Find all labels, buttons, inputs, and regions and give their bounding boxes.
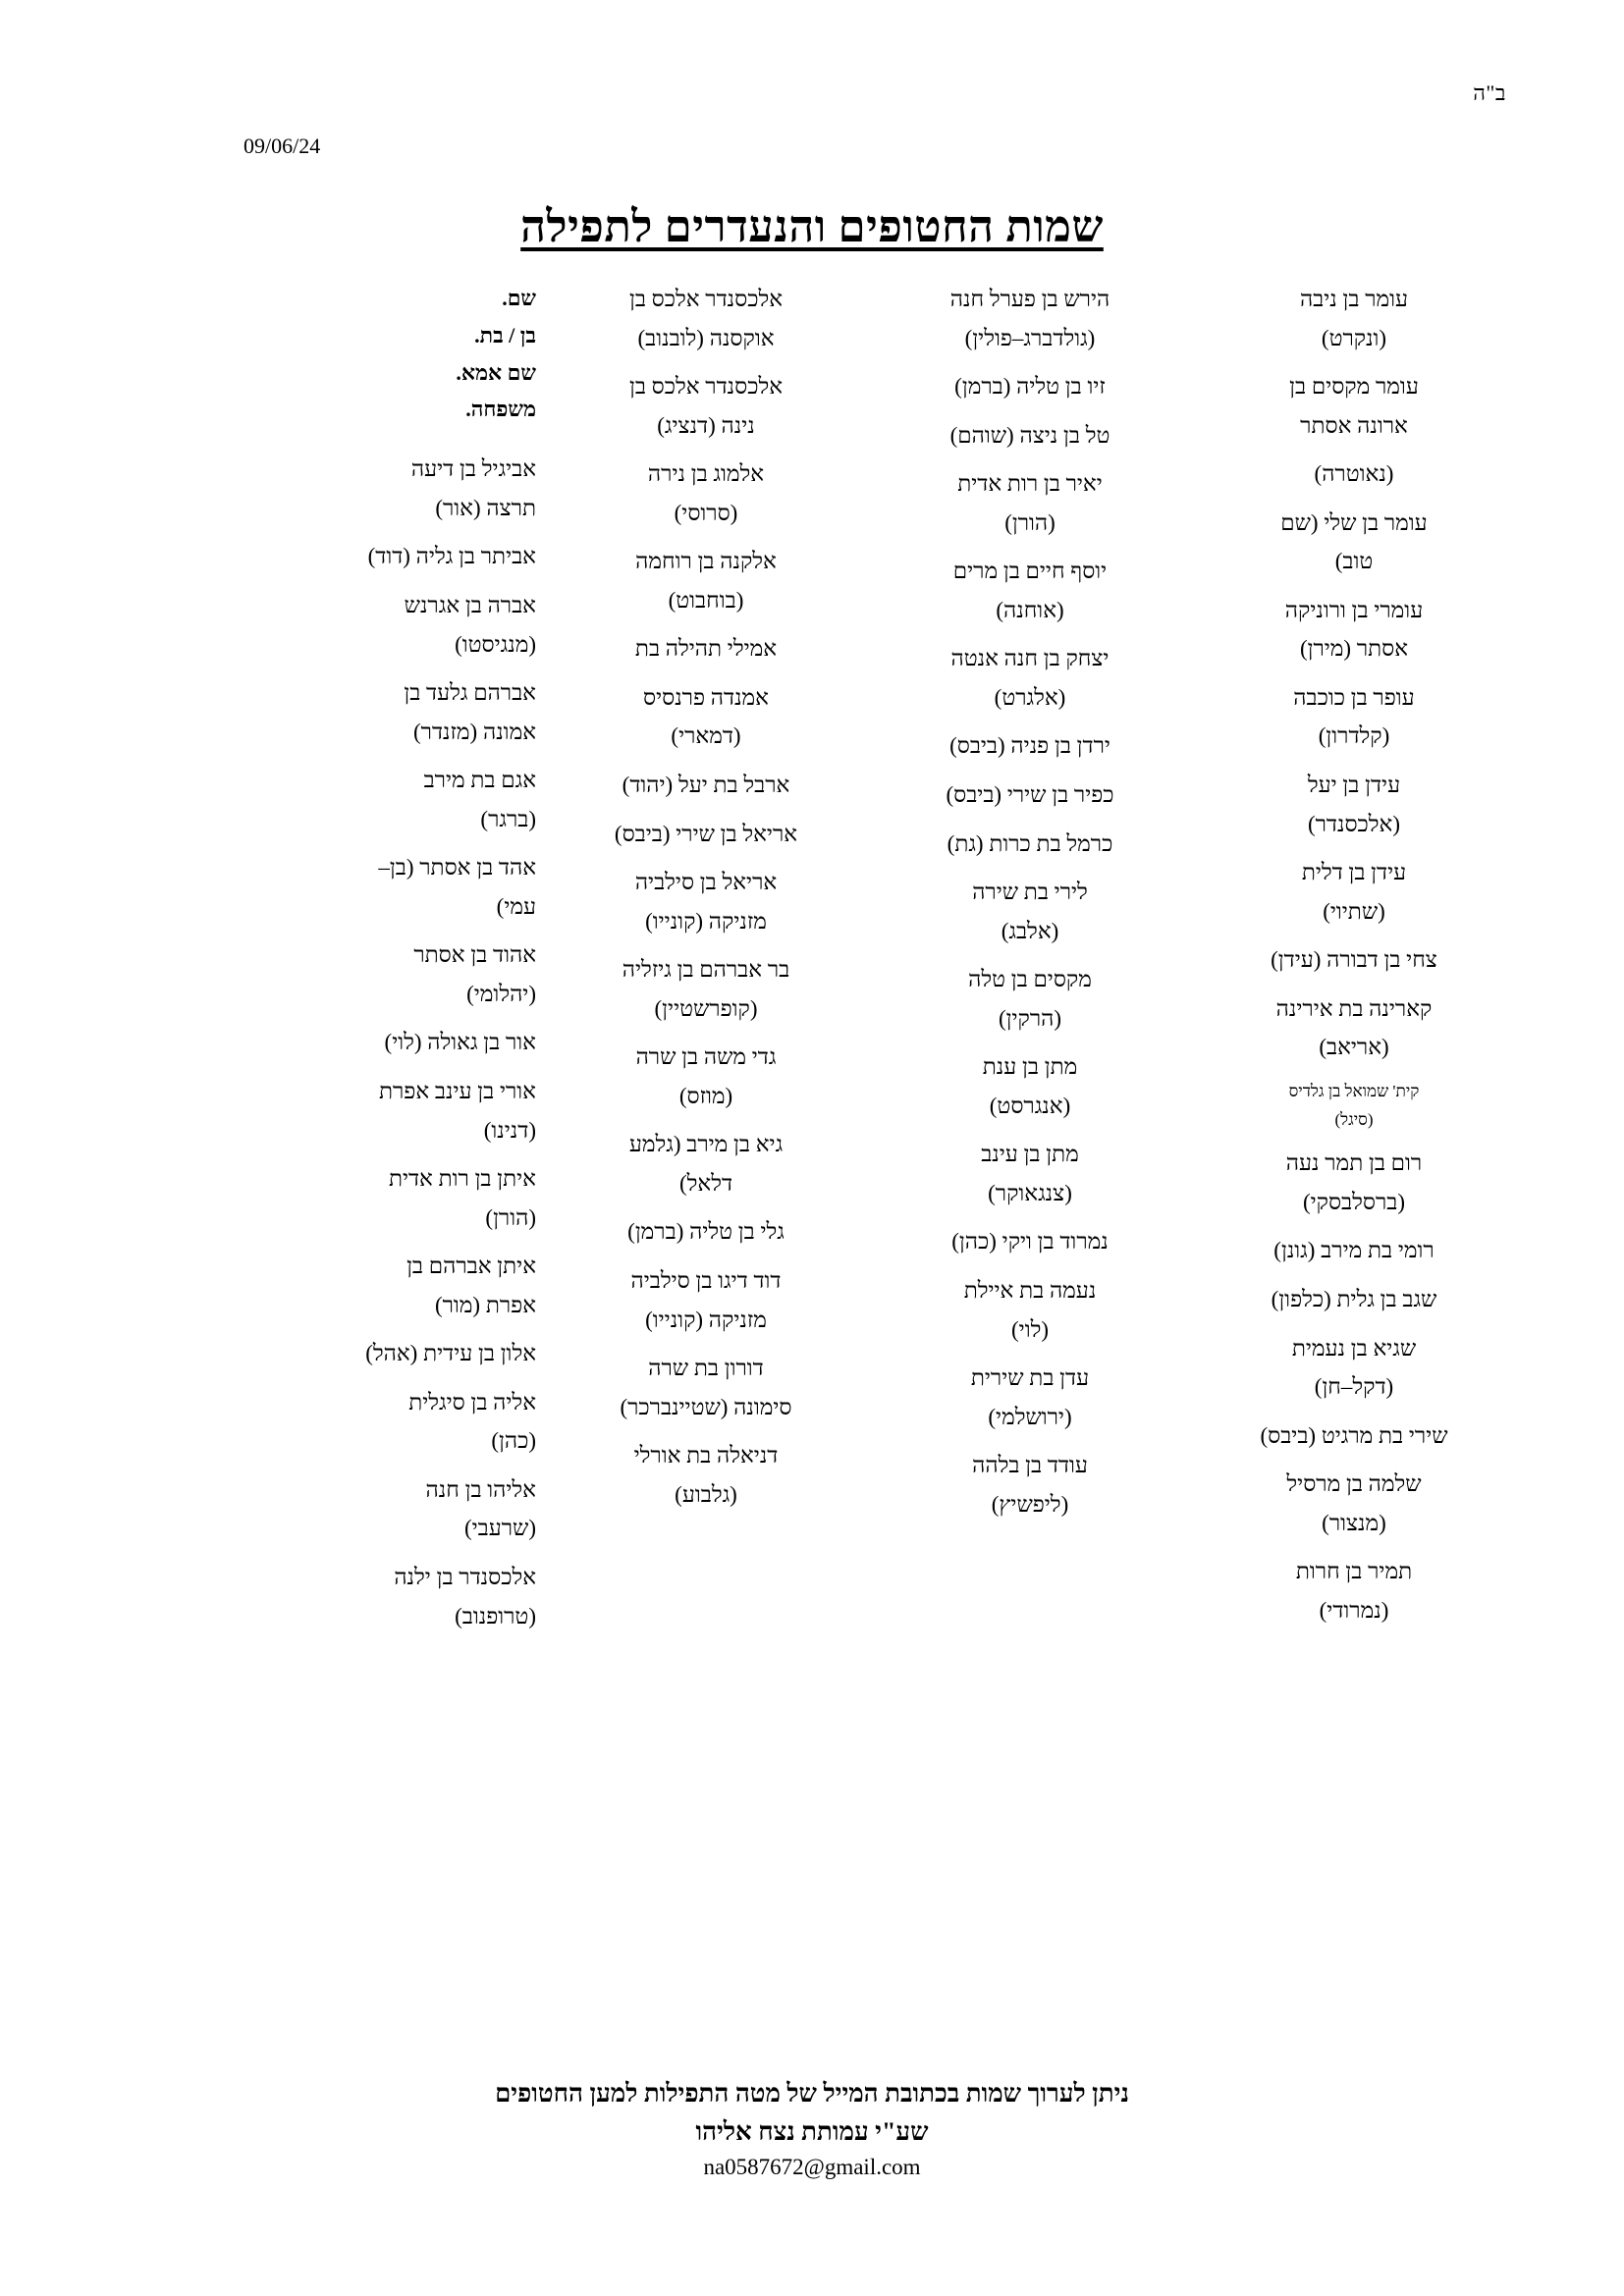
list-item: אהוד בן אסתר (יהלומי) — [413, 942, 536, 1006]
list-item: טל בן ניצה (שוהם) — [949, 422, 1110, 448]
list-item: עופר בן כוכבה (קלדרון) — [1293, 684, 1415, 749]
list-item: אליה בן סיגלית (כהן) — [408, 1389, 536, 1454]
list-item: אמילי תהילה בת — [634, 636, 778, 662]
names-column-3 — [868, 280, 1192, 1533]
list-header: שם. בן / בת. שם אמא. משפחה. — [456, 286, 536, 422]
list-item: דניאלה בת אורלי (גלבוע) — [633, 1443, 779, 1507]
list-item: ירדן בן פניה (ביבס) — [949, 733, 1110, 759]
list-item: אלכסנדר אלכס בן אוקסנה (לובנוב) — [628, 287, 784, 350]
list-item: שירי בת מרגיט (ביבס) — [1260, 1422, 1448, 1448]
list-item: עידן בן דלית (שתיוי) — [1301, 860, 1407, 924]
list-item: מקסים בן טלה (הרקין) — [968, 967, 1092, 1031]
list-item: מתן בן ענת (אנגרסט) — [982, 1054, 1078, 1118]
list-item: אור בן גאולה (לוי) — [384, 1030, 536, 1055]
list-item: לירי בת שירה (אלבג) — [972, 880, 1088, 943]
list-item: אריאל בן סילביה מזניקה (קונייו) — [634, 870, 778, 934]
list-item: דורון בת שרה סימונה (שטיינברכר) — [620, 1356, 792, 1419]
list-item: אריאל בן שירי (ביבס) — [614, 821, 798, 846]
list-item: איתן בן רות אדית (הורן) — [388, 1166, 536, 1230]
footer-line-1: ניתן לערוך שמות בכתובת המייל של מטה התפילות למען החטופים — [495, 2079, 1129, 2108]
list-item: עומר מקסים בן ארונה אסתר — [1289, 374, 1419, 438]
list-item: (נאוטרה) — [1314, 461, 1394, 487]
list-item: שגב בן גלית (כלפון) — [1271, 1286, 1437, 1311]
list-item: גדי משה בן שרה (מוזס) — [635, 1044, 777, 1108]
footer-email: na0587672@gmail.com — [703, 2155, 921, 2179]
list-item: אברהם גלעד בן אמונה (מזנדר) — [404, 680, 536, 744]
list-item: אלמוג בן נירה (סרוסי) — [647, 461, 765, 525]
list-item: עומרי בן ורוניקה אסתר (מירן) — [1284, 597, 1424, 662]
list-item: עומר בן ניבה (ונקרט) — [1299, 287, 1409, 350]
list-item: אלכסנדר אלכס בן נינה (דנציג) — [628, 374, 784, 438]
list-item: אלון בן עידית (אהל) — [365, 1341, 536, 1366]
list-item: דוד דיגו בן סילביה מזניקה (קונייו) — [630, 1268, 782, 1332]
list-item: איתן אברהם בן אפרת (מור) — [406, 1254, 536, 1317]
names-columns — [108, 280, 1516, 1645]
list-item: גיא בן מירב (גלמע דלאל) — [628, 1132, 784, 1196]
list-item: הירש בן פערל חנה (גולדברג–פולין) — [949, 287, 1110, 350]
names-column-1 — [287, 280, 544, 1645]
document-date: 09/06/24 — [244, 133, 321, 158]
list-item: אמנדה פרנסיס (דמארי) — [643, 684, 769, 749]
list-item: אביתר בן גליה (דוד) — [367, 544, 536, 569]
list-item: עודד בן בלהה (ליפשיץ) — [972, 1453, 1088, 1517]
list-item: רומי בת מירב (גונן) — [1273, 1238, 1435, 1263]
list-item: שגיא בן נעמית (דקל–חן) — [1291, 1335, 1417, 1400]
list-item: אלכסנדר בן ילנה (טרופנוב) — [394, 1564, 536, 1629]
names-column-2 — [544, 280, 868, 1523]
list-item: קארינה בת אירינה (אריאב) — [1275, 995, 1433, 1060]
list-item: אביגיל בן דיעה תרצה (אור) — [410, 456, 536, 520]
list-item: רום בן תמר נעה (ברסלבסקי) — [1285, 1150, 1423, 1214]
bh-marker: ב"ה — [1473, 80, 1506, 105]
footer-line-2: שע"י עמותת נצח אליהו — [695, 2117, 929, 2146]
list-item: ארבל בת יעל (יהוד) — [622, 773, 790, 798]
list-item: גלי בן טליה (ברמן) — [627, 1219, 785, 1245]
list-item: קית' שמואל בן גלדיס (סיגל) — [1288, 1081, 1420, 1130]
list-item: בר אברהם בן גיזליה (קופרשטיין) — [622, 957, 790, 1021]
list-item: אלקנה בן רוחמה (בוחבוט) — [635, 549, 777, 613]
list-item: אהד בן אסתר (בן– עמי) — [378, 855, 536, 919]
list-item: יוסף חיים בן מרים (אוחנה) — [952, 559, 1108, 622]
list-item: נמרוד בן ויקי (כהן) — [951, 1229, 1109, 1255]
list-item: אגם בת מירב (ברגר) — [423, 768, 536, 831]
list-item: כפיר בן שירי (ביבס) — [946, 782, 1114, 808]
names-column-4 — [1192, 280, 1516, 1639]
list-item: יאיר בן רות אדית (הורן) — [957, 471, 1103, 535]
list-item: עומר בן שלי (שם טוב) — [1280, 509, 1428, 574]
list-item: אברה בן אגרנש (מנגיסטו) — [404, 592, 536, 657]
list-item: אורי בן עינב אפרת (דנינו) — [378, 1078, 536, 1143]
list-item: יצחק בן חנה אנטה (אלגרט) — [950, 646, 1110, 710]
document-footer — [0, 2074, 1624, 2180]
list-item: נעמה בת איילת (לוי) — [963, 1278, 1097, 1342]
list-item: מתן בן עינב (צנגאוקר) — [981, 1142, 1079, 1205]
list-item: צחי בן דבורה (עידן) — [1271, 947, 1437, 973]
list-item: עידן בן יעל (אלכסנדר) — [1307, 773, 1401, 836]
list-item: כרמל בת כרות (גת) — [947, 830, 1113, 856]
list-item: עדן בת שירית (ירושלמי) — [970, 1365, 1090, 1429]
list-item: זיו בן טליה (ברמן) — [954, 374, 1106, 400]
page-title: שמות החטופים והנעדרים לתפילה — [520, 202, 1104, 251]
list-item: תמיר בן חרות (נמרודי) — [1295, 1559, 1413, 1623]
list-item: אליהו בן חנה (שרעבי) — [425, 1476, 536, 1541]
list-item: שלמה בן מרסיל (מנצור) — [1286, 1471, 1422, 1535]
